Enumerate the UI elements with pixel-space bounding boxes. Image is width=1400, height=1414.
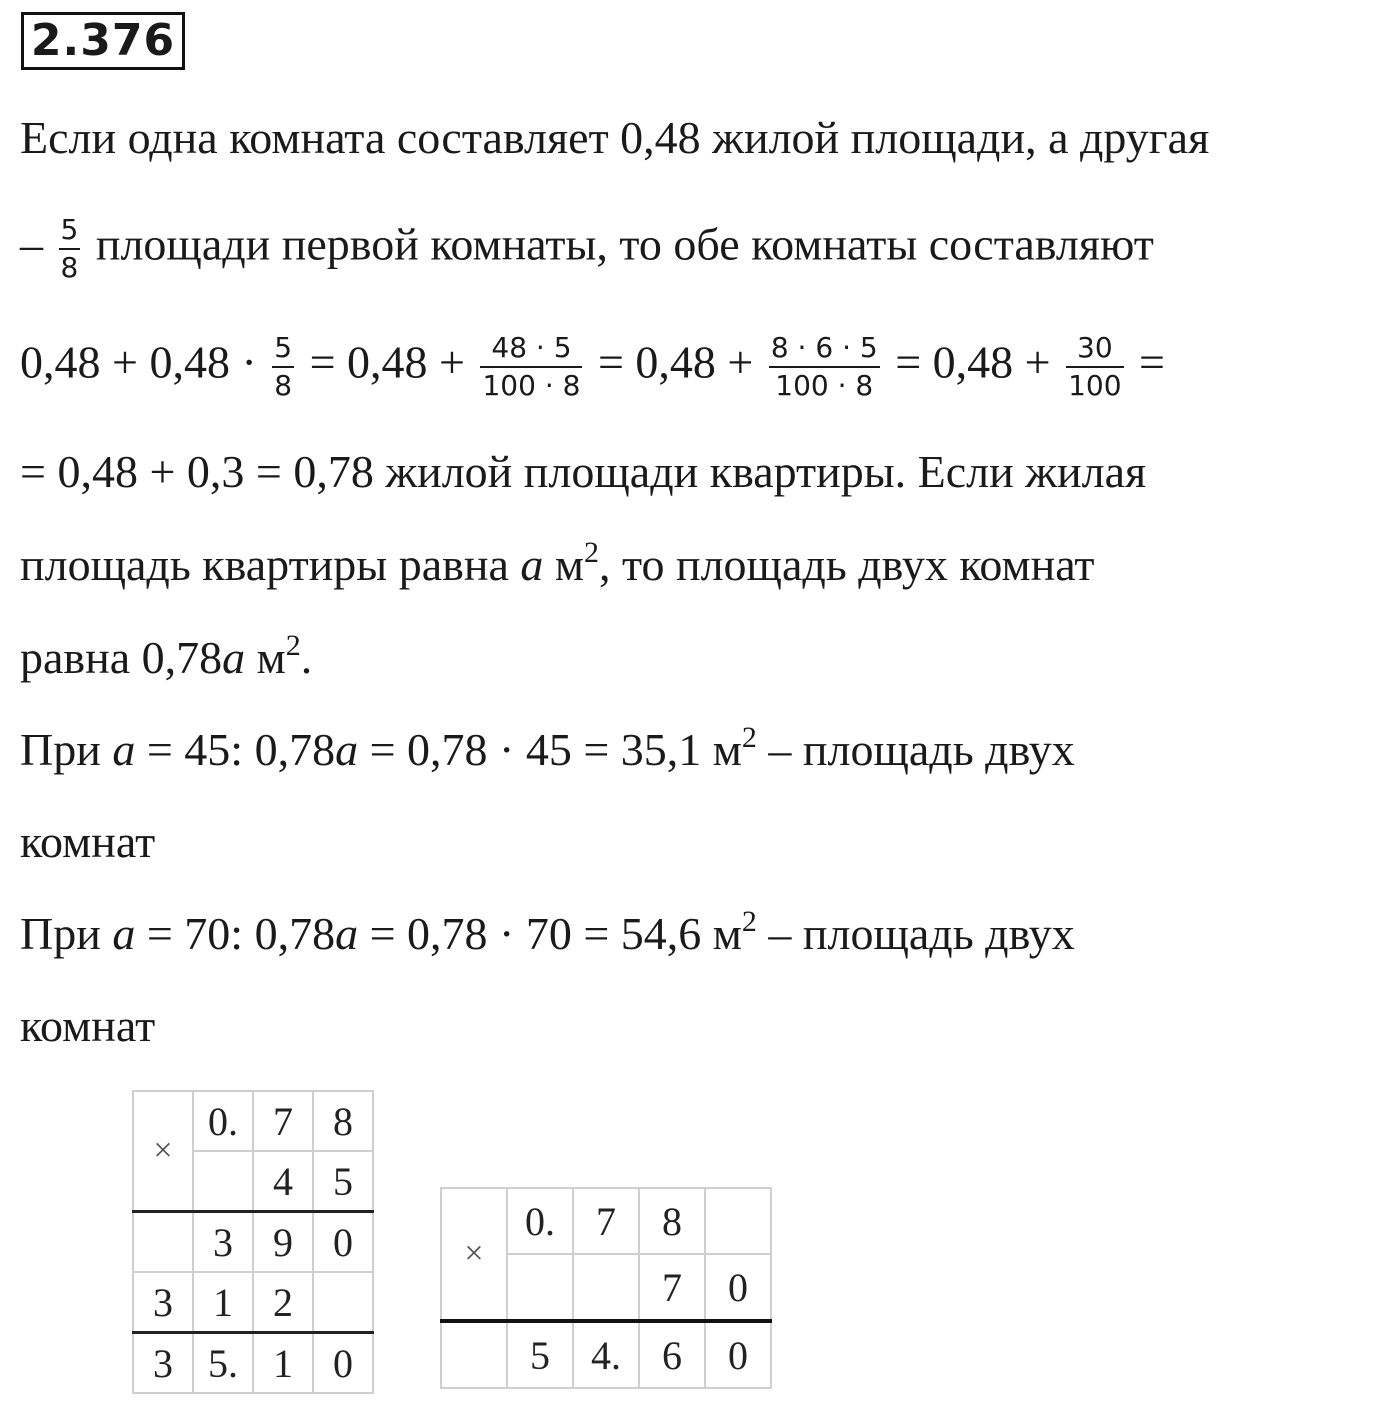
cell: 3 (193, 1212, 253, 1273)
formula-part: = 0,48 + (298, 336, 477, 388)
cell (313, 1272, 373, 1333)
cell: 5 (313, 1151, 373, 1212)
cell: 7 (639, 1254, 705, 1321)
variable-a: a (335, 908, 359, 959)
multiplication-table-45 (132, 1090, 374, 1394)
text-segment: При (20, 724, 113, 775)
fraction (1066, 332, 1123, 402)
cell: 8 (313, 1091, 373, 1151)
cell: 7 (253, 1091, 313, 1151)
cell: 8 (639, 1188, 705, 1254)
multiply-sign: × (133, 1091, 193, 1212)
text-segment: площади первой комнаты, то обе комнаты составляют (84, 218, 1154, 270)
formula-part: = 0,48 + (586, 336, 765, 388)
text-segment: = 0,78 · 70 = 54,6 м (358, 908, 742, 959)
variable-a: a (335, 724, 359, 775)
text-segment: = 0,78 · 45 = 35,1 м (358, 724, 742, 775)
formula-part: = (1127, 336, 1165, 388)
superscript: 2 (583, 536, 599, 569)
cell: 0 (705, 1254, 771, 1321)
text-segment: = 70: 0,78 (135, 908, 336, 959)
cell: 0 (705, 1321, 771, 1388)
cell (573, 1254, 639, 1321)
superscript: 2 (741, 905, 757, 938)
text-segment: м (543, 539, 584, 590)
cell: 2 (253, 1272, 313, 1333)
text-segment: При (20, 908, 113, 959)
text-segment: – площадь двух (756, 724, 1075, 775)
cell: 5. (193, 1333, 253, 1394)
variable-a: a (112, 724, 136, 775)
cell: 4. (573, 1321, 639, 1388)
text-line-7 (20, 722, 1075, 778)
text-line-5 (20, 537, 1095, 593)
denominator: 8 (60, 251, 79, 284)
denominator: 100 (1068, 369, 1122, 402)
cell (705, 1188, 771, 1254)
cell: 7 (573, 1188, 639, 1254)
fraction (769, 332, 880, 402)
numerator: 5 (272, 332, 294, 368)
cell: 4 (253, 1151, 313, 1212)
text-segment: , то площадь двух комнат (598, 539, 1095, 590)
multiplication-table-70 (440, 1187, 772, 1389)
text-segment: равна 0,78 (20, 632, 223, 683)
cell: 0. (193, 1091, 253, 1151)
text-line-4: = 0,48 + 0,3 = 0,78 жилой площади квартиры. Если жилая (20, 446, 1147, 497)
cell (441, 1321, 507, 1388)
numerator: 8 · 6 · 5 (769, 332, 880, 368)
cell (133, 1212, 193, 1273)
text-line-6 (20, 630, 312, 686)
variable-a: a (112, 908, 136, 959)
cell: 3 (133, 1333, 193, 1394)
cell: 1 (253, 1333, 313, 1394)
cell: 0. (507, 1188, 573, 1254)
denominator: 100 · 8 (775, 369, 874, 402)
numerator: 5 (59, 214, 81, 250)
text-segment: площадь квартиры равна (20, 539, 521, 590)
fraction-5-8 (59, 214, 81, 284)
variable-a: a (520, 539, 544, 590)
denominator: 100 · 8 (482, 369, 581, 402)
fraction (480, 332, 582, 402)
cell: 0 (313, 1333, 373, 1394)
text-segment: м (245, 632, 286, 683)
variable-a: a (222, 632, 246, 683)
cell: 5 (507, 1321, 573, 1388)
superscript: 2 (285, 629, 301, 662)
problem-number: 2.376 (21, 12, 185, 70)
cell: 0 (313, 1212, 373, 1273)
text-line-10: комнат (20, 1000, 156, 1051)
numerator: 48 · 5 (480, 332, 582, 368)
cell: 6 (639, 1321, 705, 1388)
cell: 3 (133, 1272, 193, 1333)
fraction (272, 332, 294, 402)
text-segment: – площадь двух (756, 908, 1075, 959)
text-segment: = 45: 0,78 (135, 724, 336, 775)
dash: – (20, 218, 43, 270)
formula-line (20, 332, 1165, 402)
formula-part: 0,48 + 0,48 · (20, 336, 269, 388)
cell: 1 (193, 1272, 253, 1333)
text-line-2 (20, 214, 1154, 284)
cell: 9 (253, 1212, 313, 1273)
superscript: 2 (741, 721, 757, 754)
numerator: 30 (1066, 332, 1123, 368)
cell (507, 1254, 573, 1321)
cell (193, 1151, 253, 1212)
text-segment: . (300, 632, 313, 683)
formula-part: = 0,48 + (883, 336, 1063, 388)
text-line-8: комнат (20, 816, 156, 867)
multiply-sign: × (441, 1188, 507, 1321)
text-line-9 (20, 906, 1075, 962)
denominator: 8 (274, 369, 293, 402)
text-line-1: Если одна комната составляет 0,48 жилой площади, а другая (20, 112, 1210, 163)
